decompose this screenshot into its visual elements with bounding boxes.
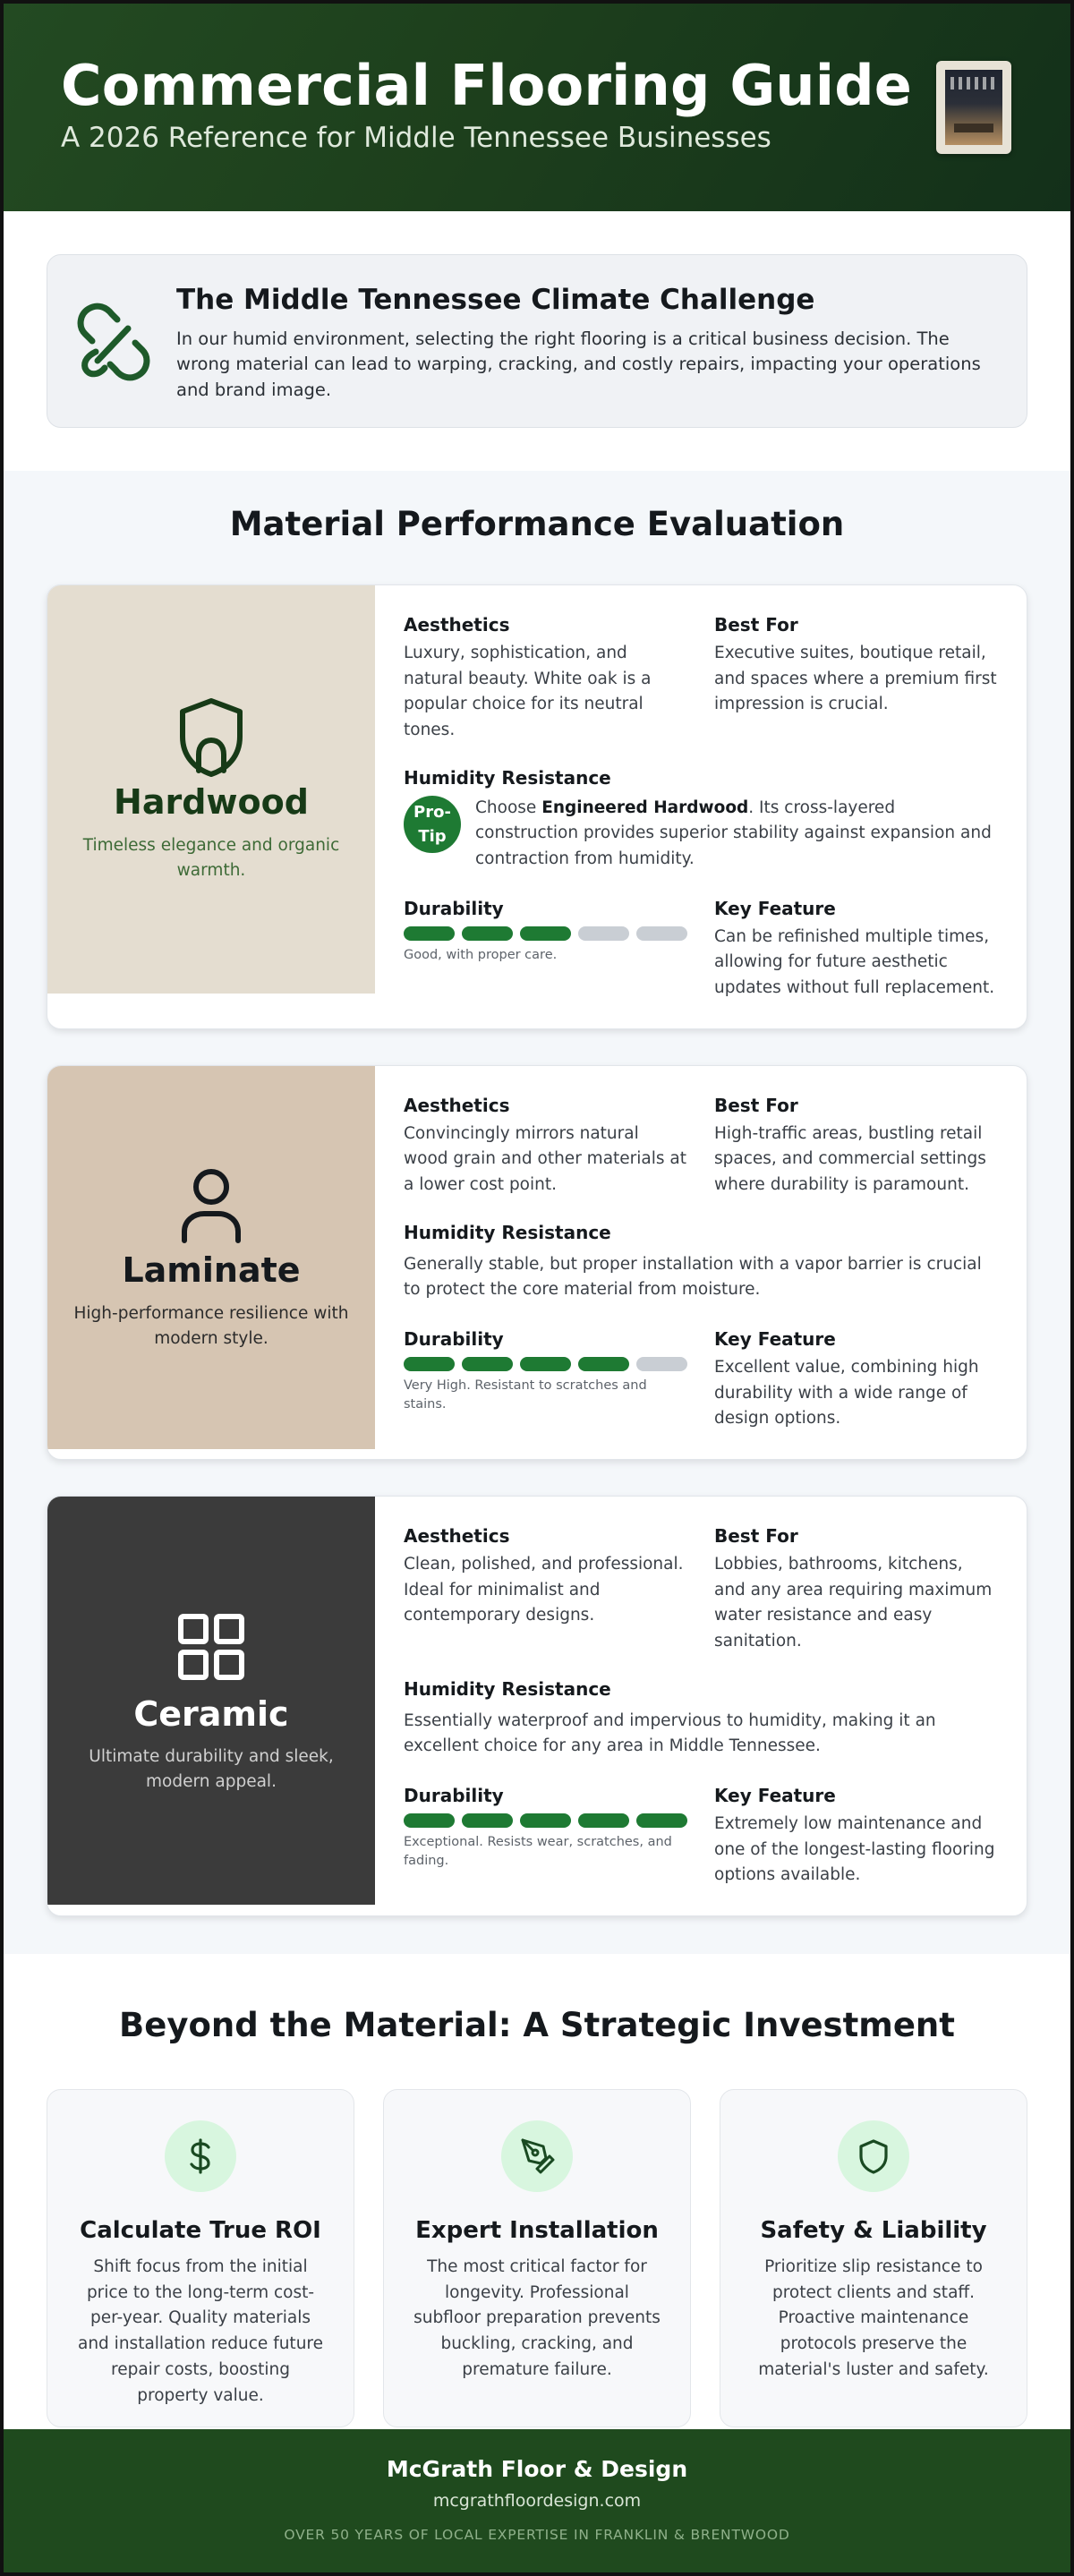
showroom-thumbnail <box>936 61 1011 154</box>
durability-pip <box>404 1357 455 1371</box>
durability-pip <box>520 1813 571 1828</box>
climate-section <box>4 211 1070 471</box>
shield-arch-icon <box>175 695 247 778</box>
material-tagline: High-performance resilience with modern style. <box>73 1303 349 1348</box>
aesthetics-label: Aesthetics <box>404 1094 510 1116</box>
material-details <box>375 585 1027 1028</box>
humidity-label: Humidity Resistance <box>404 766 611 789</box>
durability-pip <box>636 1357 687 1371</box>
material-name: Hardwood <box>114 782 309 823</box>
tile-body: Shift focus from the initial price to the long-term cost-per-year. Quality materials and installation reduce future repair costs, boosting property value. <box>78 2257 323 2405</box>
evaluation-section <box>4 471 1070 1954</box>
material-card-ceramic <box>47 1496 1027 1916</box>
pro-tip-text-bold: Engineered Hardwood <box>541 798 749 817</box>
tile-title: Safety & Liability <box>760 2217 987 2245</box>
durability-pip <box>462 1813 513 1828</box>
pro-tip <box>404 796 998 873</box>
durability-pip <box>404 926 455 941</box>
company-name: McGrath Floor & Design <box>386 2456 688 2482</box>
aesthetics-text: Clean, polished, and professional. Ideal for minimalist and contemporary designs. <box>404 1555 684 1625</box>
material-card-hardwood <box>47 584 1027 1029</box>
best-for-label: Best For <box>714 1094 798 1116</box>
beyond-section <box>4 1954 1070 2483</box>
material-details <box>375 1066 1027 1459</box>
grid-icon <box>175 1608 247 1690</box>
page-title: Commercial Flooring Guide <box>61 53 913 118</box>
durability-pip <box>636 926 687 941</box>
showroom-photo-icon <box>945 70 1002 145</box>
tile-safety <box>720 2089 1027 2427</box>
durability-pip <box>520 1357 571 1371</box>
durability-pip <box>578 1357 629 1371</box>
material-details <box>375 1497 1027 1915</box>
best-for-label: Best For <box>714 1525 798 1548</box>
aesthetics-label: Aesthetics <box>404 614 510 635</box>
pen-tool-icon <box>519 2138 555 2174</box>
evaluation-title: Material Performance Evaluation <box>229 505 845 543</box>
beyond-title: Beyond the Material: A Strategic Investment <box>119 2006 955 2045</box>
durability-pip <box>578 1813 629 1828</box>
tile-roi <box>47 2089 354 2427</box>
humidity-label: Humidity Resistance <box>404 1677 611 1700</box>
pro-tip-text-post: . Its cross-layered construction provides superior stability against expansion and contraction from humidity. <box>475 798 992 869</box>
tile-icon-circle <box>165 2120 236 2192</box>
durability-note: Very High. Resistant to scratches and stains. <box>404 1378 647 1412</box>
material-name: Laminate <box>122 1250 301 1291</box>
link-icon <box>76 302 151 382</box>
durability-note: Good, with proper care. <box>404 947 558 962</box>
humidity-block <box>404 767 998 873</box>
durability-meter <box>404 926 687 941</box>
shield-icon <box>858 2138 889 2174</box>
humidity-label: Humidity Resistance <box>404 1221 611 1243</box>
key-feature-label: Key Feature <box>714 1785 836 1807</box>
durability-label: Durability <box>404 897 504 919</box>
pro-tip-text <box>475 796 998 873</box>
durability-pip <box>578 926 629 941</box>
material-tagline: Ultimate durability and sleek, modern appeal. <box>89 1747 334 1791</box>
humidity-block <box>404 1222 998 1303</box>
key-feature-text: Can be refinished multiple times, allowing for future aesthetic updates without full replacement. <box>714 926 995 998</box>
best-for-text: High-traffic areas, bustling retail spaces, and commercial settings where durability is paramount. <box>714 1123 986 1195</box>
climate-title: The Middle Tennessee Climate Challenge <box>176 284 815 316</box>
best-for-text: Executive suites, boutique retail, and spaces where a premium first impression is crucial. <box>714 644 997 714</box>
best-for-label: Best For <box>714 614 798 635</box>
humidity-text: Essentially waterproof and impervious to humidity, making it an excellent choice for any area in Middle Tennessee. <box>404 1710 936 1756</box>
durability-note: Exceptional. Resists wear, scratches, and fading. <box>404 1835 672 1869</box>
page-subtitle: A 2026 Reference for Middle Tennessee Businesses <box>61 122 771 155</box>
aesthetics-text: Convincingly mirrors natural wood grain and other materials at a lower cost point. <box>404 1123 686 1195</box>
humidity-text: Generally stable, but proper installation with a vapor barrier is crucial to protect the core material from moisture. <box>404 1254 982 1300</box>
tile-icon-circle <box>838 2120 909 2192</box>
durability-pip <box>462 1357 513 1371</box>
climate-callout <box>47 254 1027 428</box>
material-summary <box>47 585 375 994</box>
page-header <box>4 4 1070 211</box>
user-icon <box>175 1164 247 1246</box>
durability-pip <box>636 1813 687 1828</box>
durability-meter <box>404 1813 687 1828</box>
humidity-block <box>404 1678 998 1760</box>
company-url[interactable]: mcgrathfloordesign.com <box>432 2491 642 2511</box>
durability-label: Durability <box>404 1785 504 1807</box>
aesthetics-label: Aesthetics <box>404 1525 510 1548</box>
pro-tip-text-pre: Choose <box>475 798 542 817</box>
key-feature-text: Excellent value, combining high durability with a wide range of design options. <box>714 1358 979 1429</box>
key-feature-label: Key Feature <box>714 897 836 919</box>
investment-tiles <box>47 2089 1027 2427</box>
key-feature-text: Extremely low maintenance and one of the longest-lasting flooring options available. <box>714 1814 995 1885</box>
tile-title: Expert Installation <box>415 2217 659 2245</box>
durability-label: Durability <box>404 1328 504 1351</box>
tile-body: The most critical factor for longevity. Professional subfloor preparation prevents buckling, cracking, and premature failure. <box>413 2257 661 2379</box>
climate-body: In our humid environment, selecting the right flooring is a critical business decision. The wrong material can lead to warping, cracking, and costly repairs, impacting your operations and brand image. <box>176 328 981 400</box>
tile-icon-circle <box>501 2120 573 2192</box>
page-footer <box>4 2429 1070 2572</box>
durability-meter <box>404 1357 687 1371</box>
durability-pip <box>520 926 571 941</box>
key-feature-label: Key Feature <box>714 1328 836 1351</box>
durability-pip <box>404 1813 455 1828</box>
tile-title: Calculate True ROI <box>80 2217 321 2245</box>
material-tagline: Timeless elegance and organic warmth. <box>82 836 340 880</box>
pro-tip-badge: Pro-Tip <box>404 796 461 853</box>
material-name: Ceramic <box>133 1693 289 1734</box>
durability-pip <box>462 926 513 941</box>
aesthetics-text: Luxury, sophistication, and natural beauty. White oak is a popular choice for its neutral tones. <box>404 644 652 740</box>
best-for-text: Lobbies, bathrooms, kitchens, and any area requiring maximum water resistance and easy sanitation. <box>714 1555 993 1651</box>
dollar-icon <box>184 2138 217 2174</box>
material-summary <box>47 1066 375 1449</box>
material-summary <box>47 1497 375 1905</box>
tile-body: Prioritize slip resistance to protect clients and staff. Proactive maintenance protocols preserve the material's luster and safety. <box>758 2257 989 2379</box>
tile-installation <box>383 2089 691 2427</box>
material-card-laminate <box>47 1065 1027 1460</box>
footer-tagline: OVER 50 YEARS OF LOCAL EXPERTISE IN FRANKLIN & BRENTWOOD <box>284 2527 790 2543</box>
